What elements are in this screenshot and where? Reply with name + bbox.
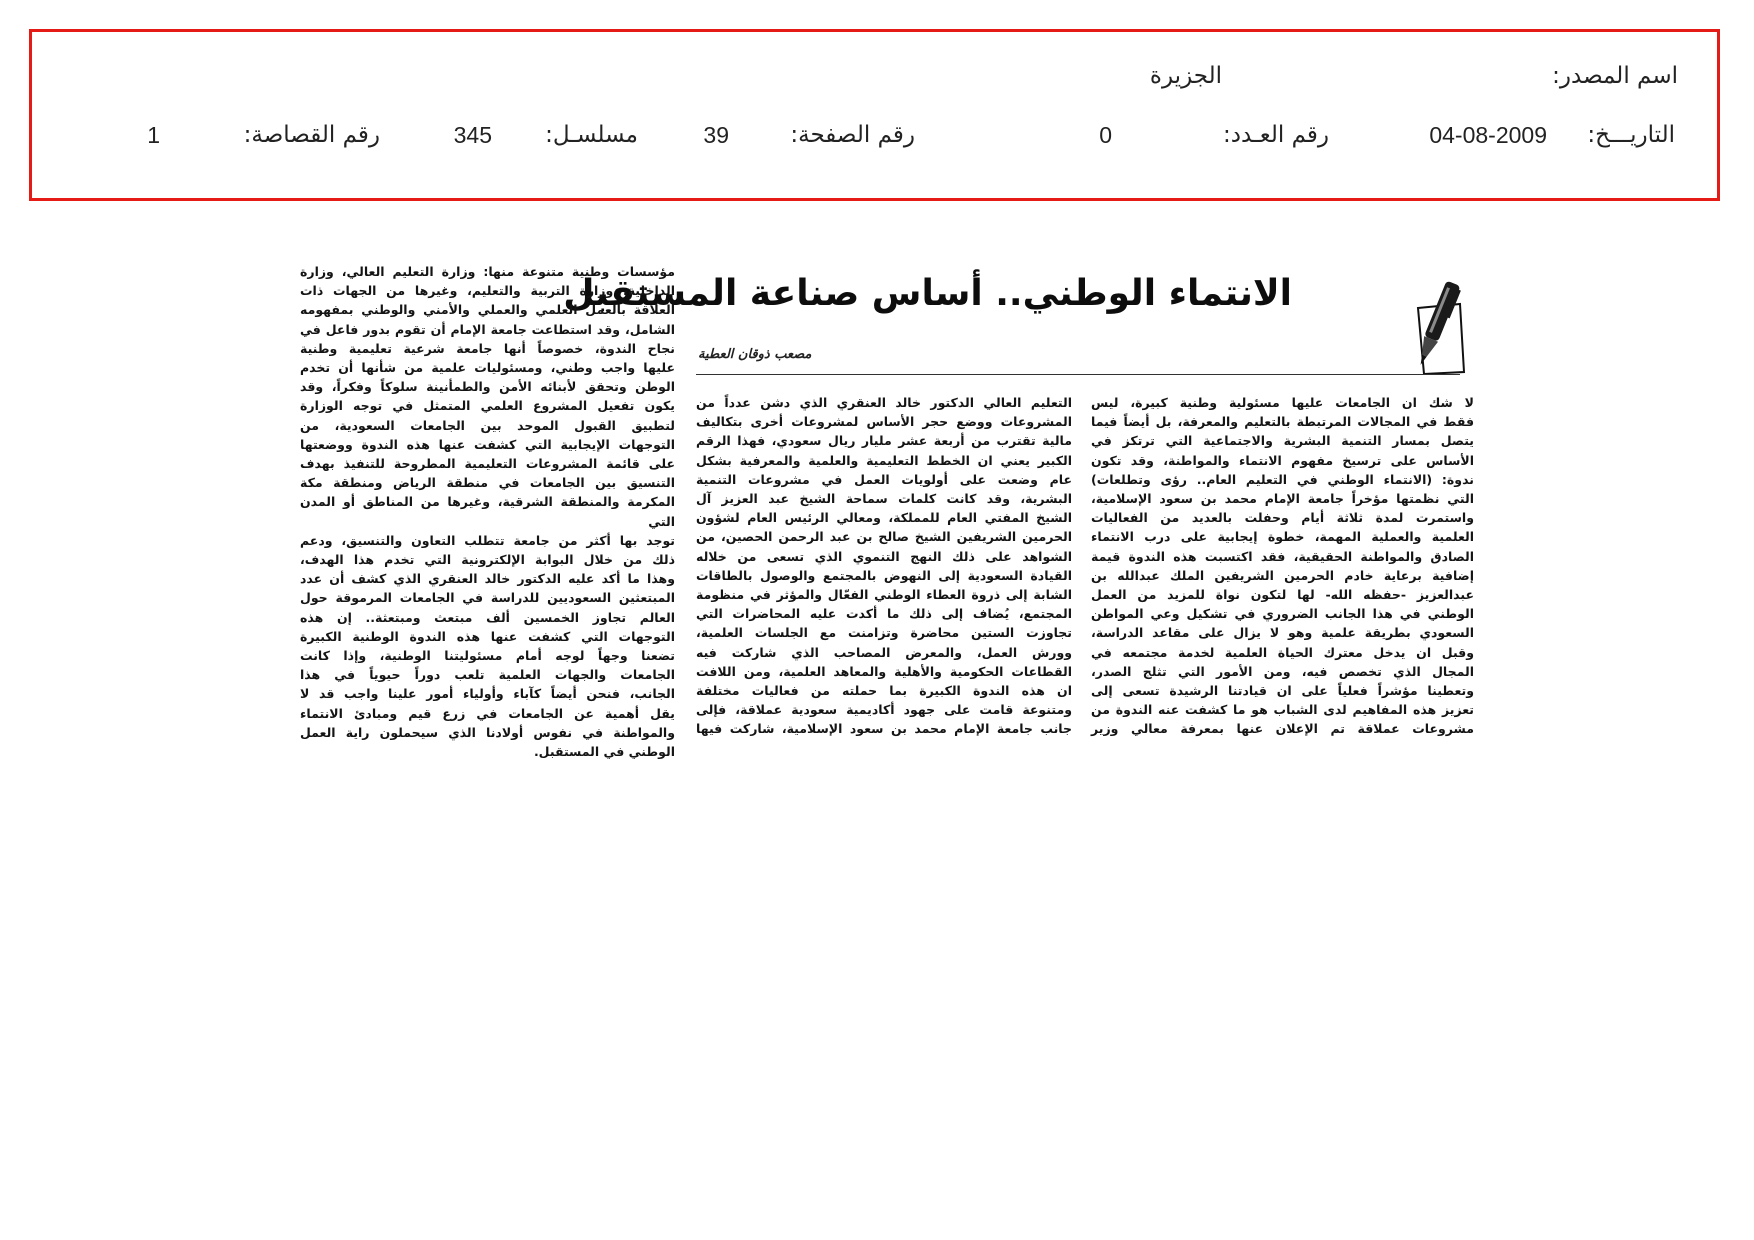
article-line: والمواطنة في نفوس أولادنا الذي سيحملون راية العمل	[300, 724, 675, 740]
article-line: مؤسسات وطنية متنوعة منها: وزارة التعليم العالي، وزارة	[300, 264, 675, 279]
article-line: تضعنا وجهاً لوجه أمام مسئوليتنا الوطنية، وإذا كانت	[300, 648, 675, 664]
article-line: الوطن وتحقق لأبنائه الأمن والطمأنينة سلوكاً وفكراً، وقد	[300, 379, 675, 395]
issue-label: رقم العـدد:	[1222, 122, 1329, 148]
serial-label: مسلسـل:	[545, 122, 638, 148]
article-line: الأساس على ترسيخ مفهوم الانتماء والمواطنة، وقد تكون	[1091, 452, 1474, 468]
article-line: توجد بها أكثر من جامعة تتطلب التعاون والتنسيق، ودعم	[300, 532, 675, 548]
article-line: وتعطينا مؤشراً فعلياً على ان قيادتنا الرشيدة تسعى إلى	[1091, 683, 1474, 699]
article-author: مصعب ذوقان العطية	[698, 347, 812, 362]
article-line: تعزيز هذه المفاهيم لدى الشباب هو ما كشفت عنه الندوة من	[1091, 702, 1474, 718]
article-line: الجامعات والجهات العلمية تلعب دوراً حيوياً في هذا	[300, 667, 675, 683]
article-line: القطاعات الحكومية والأهلية والمعاهد العلمية، ومن اللافت	[696, 663, 1072, 679]
issue-value: 0	[1099, 122, 1112, 148]
article-line: المكرمة والمنطقة الشرقية، وغيرها من المناطق أو المدن التي	[300, 494, 675, 529]
article-line: عبدالعزيز -حفظه الله- لها لتكون نواة للمزيد من العمل	[1091, 587, 1474, 603]
article-line: الوطني في المستقبل.	[533, 744, 675, 760]
article-line: الداخلية، وزارة التربية والتعليم، وغيرها من الجهات ذات	[300, 283, 675, 299]
article-line: وقبل ان يدخل معترك الحياة العلمية لخدمة مجتمعه في	[1091, 644, 1474, 660]
article-line: ذلك من خلال البوابة الإلكترونية التي تخدم هذا الهدف،	[300, 552, 675, 568]
clipping-value: 1	[147, 122, 160, 148]
article-line: الجانب، فنحن أيضاً كآباء وأولياء أمور علينا واجب قد لا	[300, 686, 675, 702]
article-line: ومتنوعة قامت على جهود أكاديمية سعودية عملاقة، فإلى	[696, 702, 1072, 718]
article-line: يكون تفعيل المشروع العلمي المتمثل في توجه الوزارة	[300, 398, 675, 414]
article-line: الكبير يعني ان الخطط التعليمية والعلمية والمعرفية بشكل	[696, 452, 1072, 468]
article-line: القيادة السعودية إلى النهوض بالمجتمع والوصول بالطاقات	[696, 567, 1072, 583]
clipping-label: رقم القصاصة:	[243, 122, 380, 148]
article-line: نجاح الندوة، خصوصاً أنها جامعة شرعية تعليمية وطنية	[300, 340, 675, 356]
article-line: التوجهات التي كشفت عنها هذه الندوة الوطنية الكبيرة	[300, 628, 675, 644]
source-value: الجزيرة	[1149, 63, 1222, 89]
article-line: التي نظمتها مؤخراً جامعة الإمام محمد بن سعود الإسلامية،	[1091, 491, 1474, 507]
article-line: التوجهات الإيجابية التي كشفت عنها هذه الندوة ووضعتها	[300, 436, 675, 452]
pen-icon	[1402, 278, 1466, 376]
article-line: البشرية، وقد كانت كلمات سماحة الشيخ عبد العزيز آل	[696, 491, 1072, 507]
article-line: العلاقة بالعمل العلمي والعملي والأمني والوطني بمفهومه	[300, 302, 675, 318]
article-line: واستمرت لمدة ثلاثة أيام وحفلت بالعديد من الفعاليات	[1091, 510, 1474, 526]
article-line: المجال الذي تخصص فيه، ومن الأمور التي تثلج الصدر،	[1091, 663, 1474, 679]
article-line: السعودي بطريقة علمية وهو لا يزال على مقاعد الدراسة،	[1091, 625, 1474, 641]
headline-divider	[696, 374, 1460, 375]
article-line: وهذا ما أكد عليه الدكتور خالد العنقري الذي كشف أن عدد	[300, 571, 675, 587]
article-line: إضافية برعاية خادم الحرمين الشريفين الملك عبدالله بن	[1091, 567, 1474, 583]
article-line: لا شك ان الجامعات عليها مسئولية وطنية كبيرة، ليس	[1091, 395, 1474, 410]
page-label: رقم الصفحة:	[790, 122, 915, 148]
article-line: الشيخ المفتي العام للمملكة، ومعالي الرئيس العام لشؤون	[696, 510, 1072, 526]
article-line: عليها واجب وطني، ومسئوليات علمية من شأنها أن تخدم	[300, 360, 675, 376]
article-line: يقل أهمية عن الجامعات في زرع قيم ومبادئ الانتماء	[300, 705, 675, 721]
article-line: مالية تقترب من أربعة عشر مليار ريال سعودي، فهذا الرقم	[696, 433, 1072, 449]
article-line: المجتمع، يُضاف إلى ذلك ما أكدت عليه المحاضرات التي	[696, 606, 1072, 622]
article-line: على قائمة المشروعات التعليمية المطروحة للتنفيذ بهدف	[300, 456, 675, 472]
article-line: الصادق والمواطنة الحقيقية، فقد اكتسبت هذه الندوة قيمة	[1091, 548, 1474, 564]
date-label: التاريـــخ:	[1587, 122, 1675, 148]
article-line: الشواهد على ذلك النهج التنموي الذي تسعى من خلاله	[696, 548, 1072, 564]
article-line: المشروعات ووضع حجر الأساس لمشروعات أخرى بتكاليف	[696, 414, 1072, 430]
date-value: 04-08-2009	[1429, 122, 1547, 148]
article-line: ان هذه الندوة الكبيرة بما حملته من فعاليات مختلفة	[696, 683, 1072, 699]
article-line: تجاوزت الستين محاضرة وتزامنت مع الجلسات العلمية،	[696, 625, 1072, 641]
article-line: الوطني في هذا الجانب الضروري في تشكيل وعي المواطن	[1091, 606, 1474, 622]
page-value: 39	[703, 122, 729, 148]
article-line: العلمية والعملية المهمة، خطوة إيجابية على درب الانتماء	[1091, 529, 1474, 545]
article-line: ندوة: (الانتماء الوطني في التعليم العام.. رؤى وتطلعات)	[1091, 471, 1474, 487]
article-headline: الانتماء الوطني.. أساس صناعة المستقبل	[563, 273, 1292, 314]
article-line: يتصل بمسار التنمية البشرية والاجتماعية التي ترتكز في	[1091, 433, 1474, 449]
article-line: الشامل، وقد استطاعت جامعة الإمام أن تقوم بدور فاعل في	[300, 321, 675, 337]
article-line: جانب جامعة الإمام محمد بن سعود الإسلامية، شاركت فيها	[696, 721, 1072, 737]
article-line: لتطبيق القبول الموحد بين الجامعات السعودية، من	[300, 417, 675, 433]
article-line: الشابة إلى ذروة العطاء الوطني الفعّال والمؤثر في منظومة	[696, 587, 1072, 603]
article-line: العالم تجاوز الخمسين ألف مبتعث ومبتعثة.. إن هذه	[300, 609, 675, 625]
article-line: وورش العمل، والمعرض المصاحب الذي شاركت فيه	[696, 644, 1072, 660]
source-label: اسم المصدر:	[1552, 63, 1678, 89]
article-line: المبتعثين السعوديين للدراسة في الجامعات المرموقة حول	[300, 590, 675, 606]
serial-value: 345	[453, 122, 492, 148]
clipping-info-box	[29, 29, 1720, 201]
article-line: التنسيق بين الجامعات في منطقة الرياض ومنطقة مكة	[300, 475, 675, 491]
article-column-3	[300, 262, 675, 761]
article-column-1	[1091, 393, 1474, 739]
article-line: التعليم العالي الدكتور خالد العنقري الذي دشن عدداً من	[696, 395, 1072, 410]
article-line: فقط في المجالات المرتبطة بالتعليم والمعرفة، بل أيضاً فيما	[1091, 414, 1474, 430]
article-line: مشروعات عملاقة تم الإعلان عنها بمعرفة معالي وزير	[1091, 721, 1474, 737]
article-line: عام وضعت على أولويات العمل في مشروعات التنمية	[696, 471, 1072, 487]
article-column-2	[696, 393, 1072, 739]
article-line: الحرمين الشريفين الشيخ صالح بن عبد الرحمن الحصين، من	[696, 529, 1072, 545]
